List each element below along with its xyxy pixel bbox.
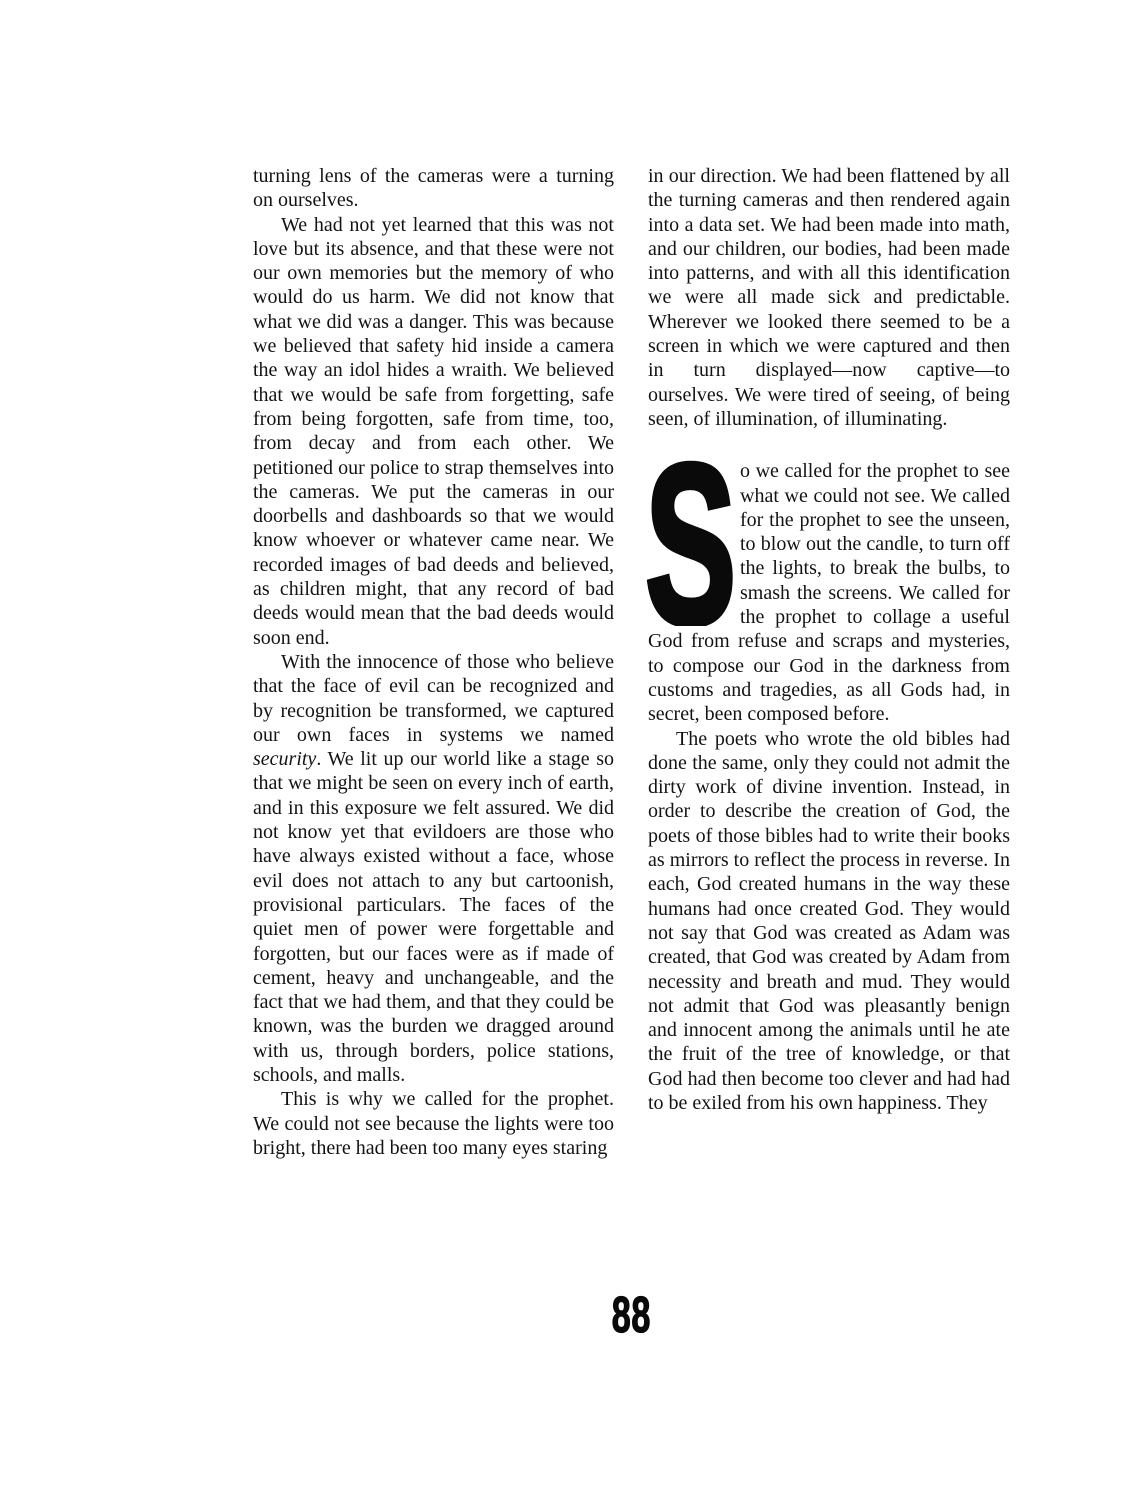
italic-word-security: security: [253, 748, 317, 771]
drop-cap-letter: S: [645, 456, 737, 627]
drop-cap-container: [645, 456, 740, 626]
paragraph: This is why we called for the prophet. We could not see because the lights were too bright, there had been too many eyes staring: [253, 1088, 614, 1159]
left-text-column: [253, 164, 614, 1160]
paragraph-text: . We lit up our world like a stage so that we might be seen on every inch of earth, and in this exposure we felt assured. We did not know yet that evildoers are those who have always existed without a face, whose evil does not attach to any but cartoonish, provisional particulars. The faces of the quiet men of power were forgettable and forgotten, but our faces were as if made of cement, heavy and unchangeable, and the fact that we had them, and that they could be known, was the burden we dragged around with us, through borders, police stations, schools, and malls.: [253, 748, 614, 1086]
paragraph-text: With the innocence of those who believe that the face of evil can be recognized and by recognition be transformed, we captured our own faces in systems we named: [253, 650, 614, 746]
paragraph: We had not yet learned that this was not love but its absence, and that these were not our own memories but the memory of who would do us harm. We did not know that what we did was a danger. This was because we believed that safety hid inside a camera the way an idol hides a wraith. We believed that we would be safe from forgetting, safe from being forgotten, safe from time, too, from decay and from each other. We petitioned our police to strap themselves into the cameras. We put the cameras in our doorbells and dashboards so that we would know whoever or whatever came near. We recorded images of bad deeds and believed, as children might, that any record of bad deeds would mean that the bad deeds would soon end.: [253, 213, 614, 649]
paragraph-text: o we called for the prophet to see what we could not see. We called for the prophet to see the unseen, to blow out the candle, to turn off the lights, to break the bulbs, to smash the screens. We called for the prophet to collage a useful God from refuse and scraps and mysteries, to compose our God in the darkness from customs and tragedies, as all Gods had, in secret, been composed before.: [648, 460, 1010, 726]
drop-cap-letter-icon: [645, 456, 740, 626]
paragraph: turning lens of the cameras were a turning on ourselves.: [253, 165, 614, 212]
paragraph: [253, 650, 614, 1087]
right-text-column: [645, 164, 1010, 1115]
page-number: [253, 1286, 1010, 1343]
drop-cap-paragraph: [645, 456, 1010, 726]
paragraph: The poets who wrote the old bibles had done the same, only they could not admit the dirty work of divine invention. Instead, in order to describe the creation of God, the poets of those bibles had to write their books as mirrors to reflect the process in reverse. In each, God created humans in the way these humans had once created God. They would not say that God was created as Adam was created, that God was created by Adam from necessity and breath and mud. They would not admit that God was pleasantly benign and innocent among the animals until he ate the fruit of the tree of knowledge, or that God had then become too clever and had had to be exiled from his own happiness. They: [648, 727, 1010, 1114]
paragraph: in our direction. We had been flattened by all the turning cameras and then rendered again into a data set. We had been made into math, and our children, our bodies, had been made into patterns, and with all this identification we were all made sick and predictable. Wherever we looked there seemed to be a screen in which we were captured and then in turn displayed—now captive—to ourselves. We were tired of seeing, of being seen, of illumination, of illuminating.: [648, 165, 1010, 430]
page-number-digits: 88: [611, 1286, 652, 1343]
